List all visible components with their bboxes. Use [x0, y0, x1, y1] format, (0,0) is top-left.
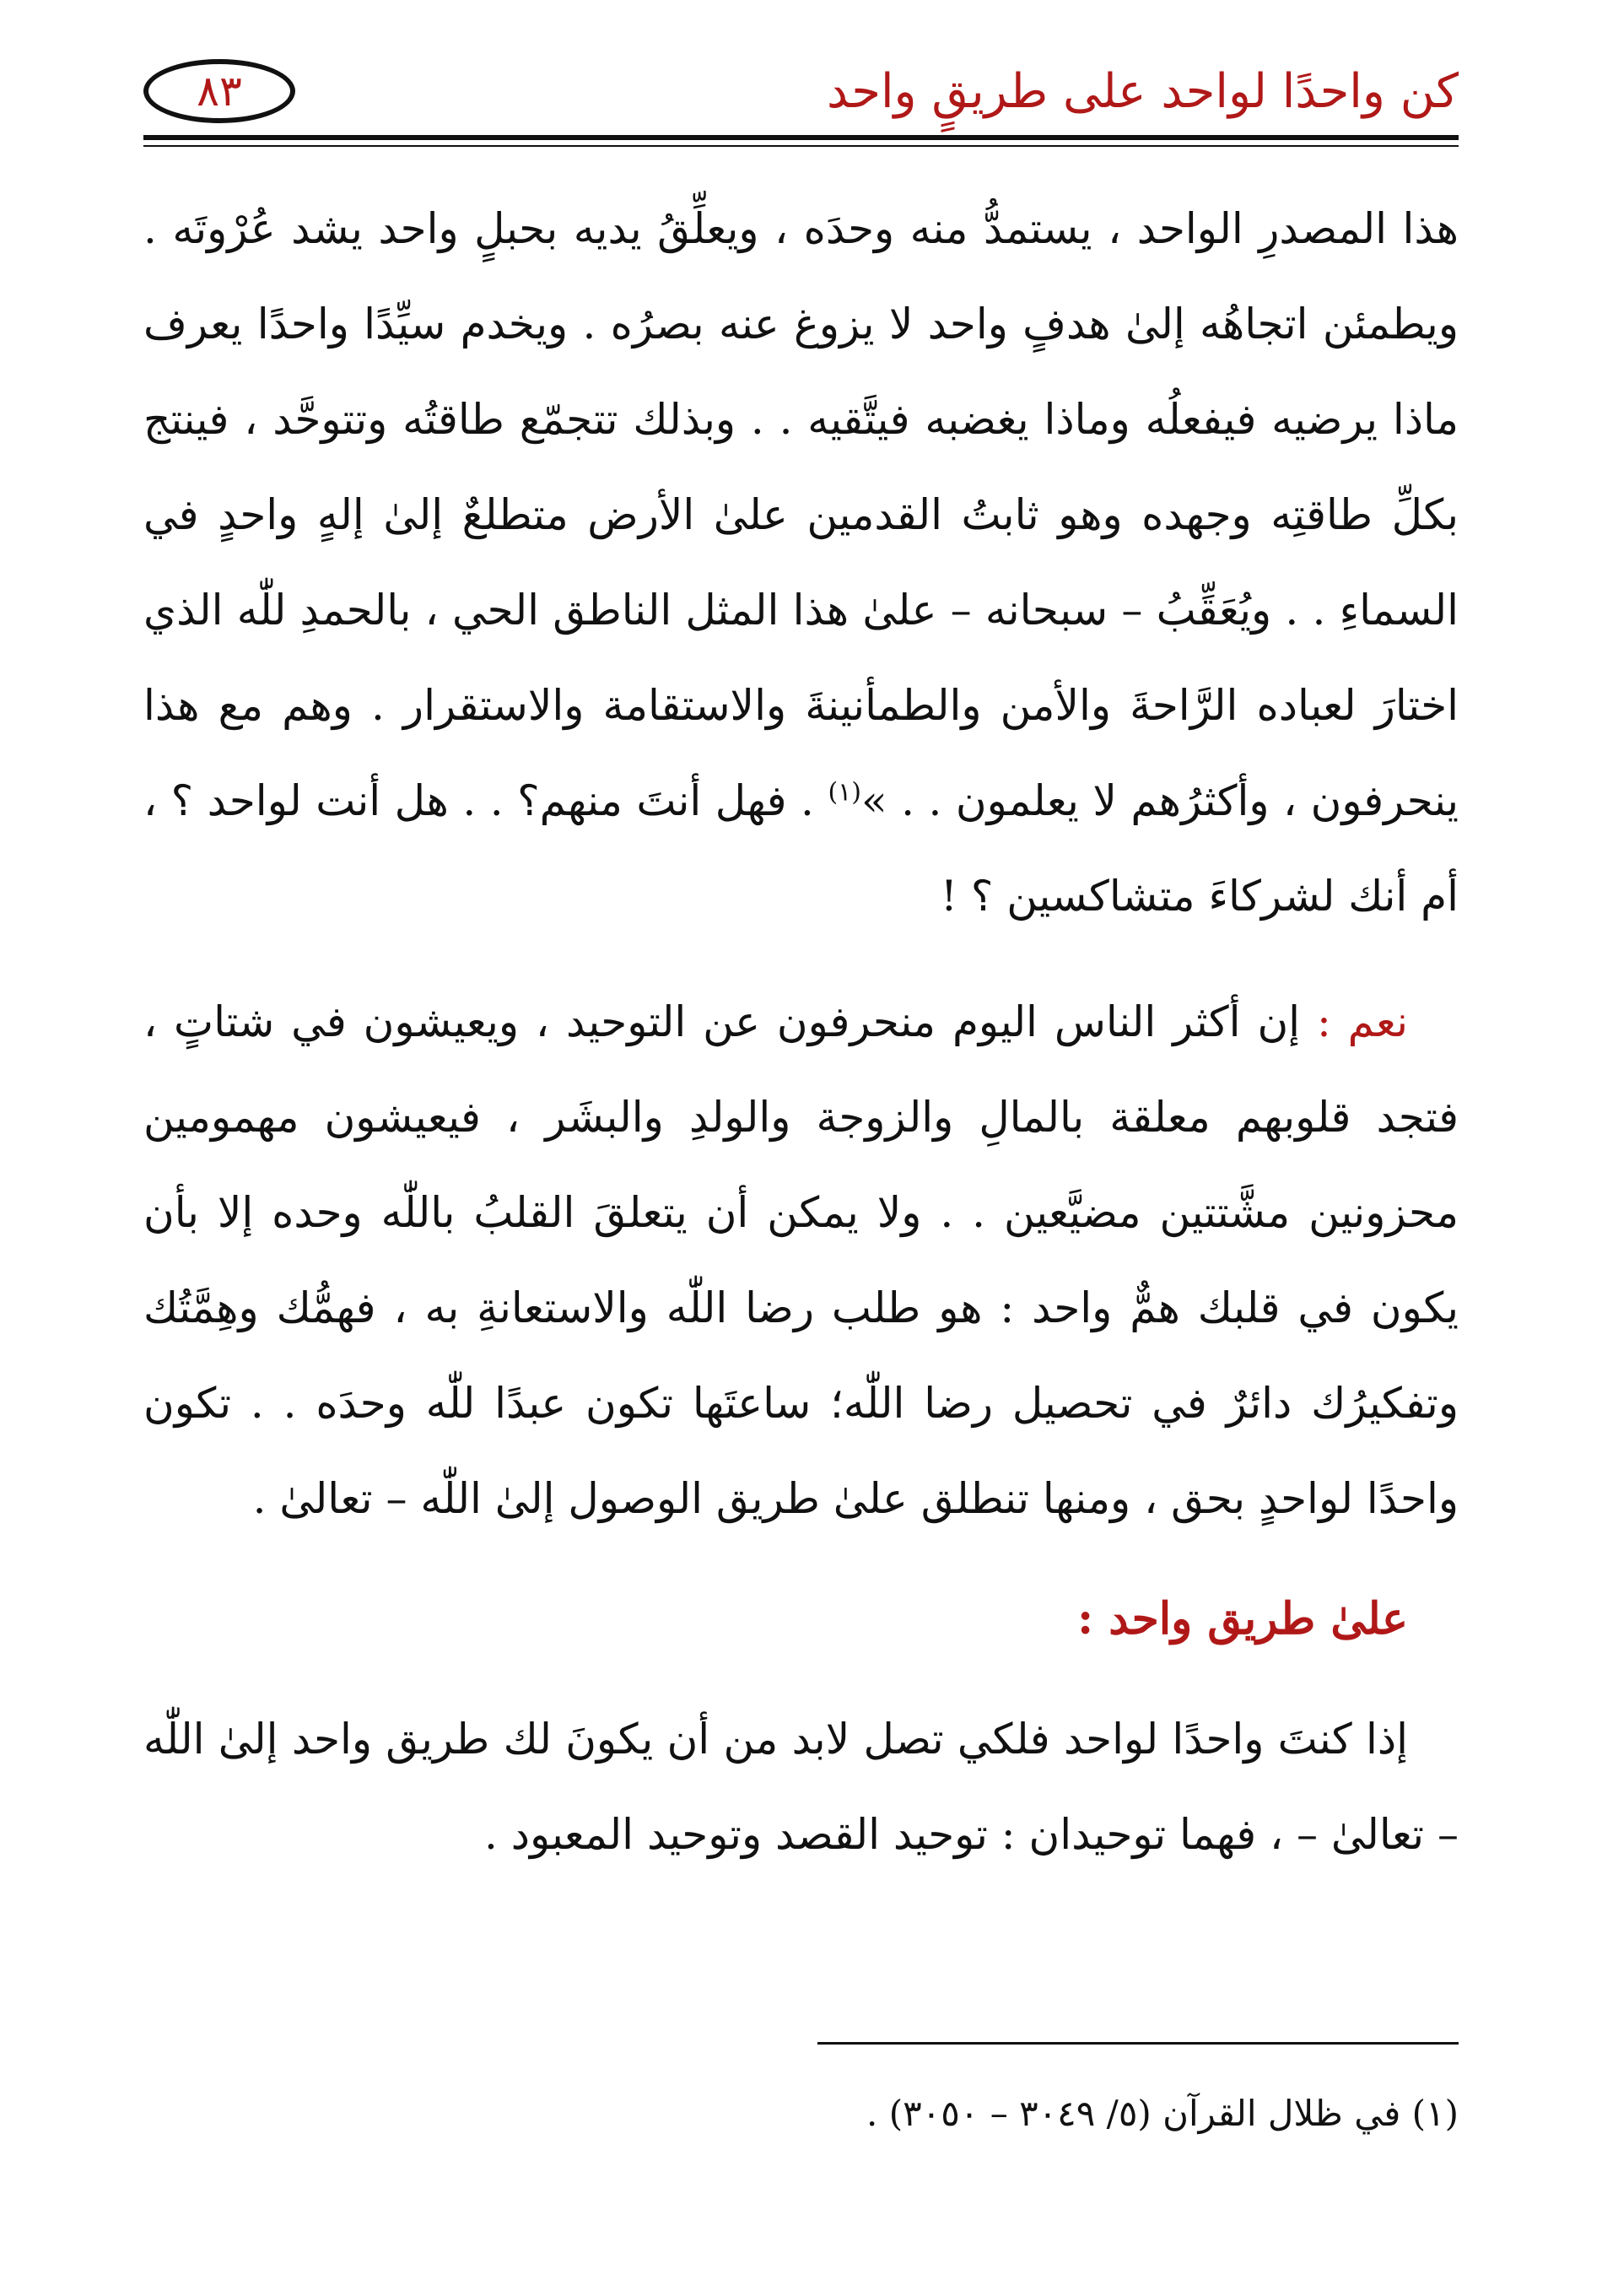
paragraph-tawhid — [143, 975, 1459, 1547]
paragraph-text-tail: . فهل أنتَ منهم؟ . . هل أنت لواحد ؟ ، أم أنك لشركاءَ متشاكسين ؟ ! — [143, 776, 1459, 921]
paragraph-gap — [143, 1547, 1459, 1577]
paragraph-text: إذا كنتَ واحدًا لواحد فلكي تصل لابد من أن يكونَ لك طريق واحد إلىٰ اللّٰه – تعالىٰ – ، فهما توحيدان : توحيد القصد وتوحيد المعبود . — [143, 1715, 1459, 1859]
paragraph-text: هذا المصدرِ الواحد ، يستمدُّ منه وحدَه ، ويعلِّقُ يديه بحبلٍ واحد يشد عُرْوتَه . ويطمئن اتجاهُه إلىٰ هدفٍ واحد لا يزوغ عنه بصرُه . ويخدم سيِّدًا واحدًا يعرف ماذا يرضيه فيفعلُه وماذا يغضبه فيتَّقيه . . وبذلك تتجمّع طاقتُه وتتوحَّد ، فينتج بكلِّ طاقتِه وجهده وهو ثابتُ القدمين علىٰ الأرض متطلعٌ إلىٰ إلهٍ واحدٍ في السماءِ . . ويُعَقِّبُ – سبحانه – علىٰ هذا المثل الناطق الحي ، بالحمدِ للّٰه الذي اختارَ لعباده الرَّاحةَ والأمن والطمأنينةَ والاستقامة والاستقرار . وهم مع هذا ينحرفون ، وأكثرُهم لا يعلمون . . » — [143, 204, 1459, 825]
paragraph-quote-end — [143, 181, 1459, 944]
footnote-reference: (١) — [828, 777, 862, 808]
paragraph-gap — [143, 944, 1459, 975]
header-rule-thin — [143, 145, 1459, 147]
paragraph-text: إن أكثر الناس اليوم منحرفون عن التوحيد ، ويعيشون في شتاتٍ ، فتجد قلوبهم معلقة بالمالِ والزوجة والولدِ والبشَر ، فيعيشون مهمومين محزونين مشَّتتين مضيَّعين . . ولا يمكن أن يتعلقَ القلبُ باللّٰه وحده إلا بأن يكون في قلبك همٌّ واحد : هو طلب رضا اللّٰه والاستعانةِ به ، فهمُّك وهِمَّتُك وتفكيرُك دائرٌ في تحصيل رضا اللّٰه؛ ساعتَها تكون عبدًا للّٰه وحدَه . . تكون واحدًا لواحدٍ بحق ، ومنها تنطلق علىٰ طريق الوصول إلىٰ اللّٰه – تعالىٰ . — [143, 997, 1459, 1523]
paragraph-one-path — [143, 1692, 1459, 1883]
page-body — [143, 181, 1459, 1883]
paragraph-lead-word: نعم : — [1316, 997, 1408, 1046]
running-title: كن واحدًا لواحد على طريقٍ واحد — [826, 64, 1459, 119]
paragraph-gap — [143, 1661, 1459, 1692]
section-heading: علىٰ طريق واحد : — [1076, 1593, 1408, 1645]
header-rule-thick — [143, 135, 1459, 140]
footnote: (١) في ظلال القرآن (٥/ ٣٠٤٩ – ٣٠٥٠) . — [866, 2093, 1459, 2134]
page-number: ٨٣ — [143, 59, 295, 123]
footnote-separator — [817, 2042, 1459, 2045]
